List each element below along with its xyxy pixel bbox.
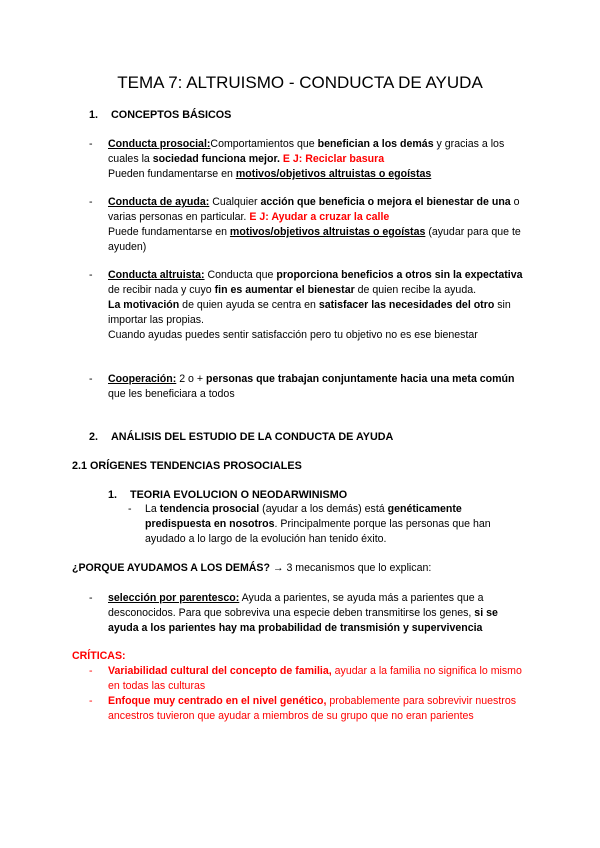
section-1-heading: 1. CONCEPTOS BÁSICOS — [89, 109, 232, 121]
critica-item: Variabilidad cultural del concepto de familia, ayudar a la familia no significa lo mismo en todas las culturas — [108, 665, 522, 692]
list-item-conducta-altruista: Conducta altruista: Conducta que proporciona beneficios a otros sin la expectativa de recibir nada y cuyo fin es aumentar el bienestar de quien recibe la ayuda. La motivación de quien ayuda se centra en satisfacer las necesidades del otro sin importar las propias. Cuando ayudas puedes sentir satisfacción pero tu objetivo no es ese bienestar — [108, 269, 523, 341]
bullet: - — [89, 592, 93, 604]
criticas-heading: CRÍTICAS: — [72, 650, 126, 662]
list-item-seleccion-parentesco: selección por parentesco: Ayuda a parientes, se ayuda más a parientes que a desconocidos. Para que sobreviva una especie deben transmitirse los genes, si se ayuda a los parientes hay ma probabilidad de transmisión y supervivencia — [108, 592, 498, 634]
list-item-conducta-prosocial: Conducta prosocial:Comportamientos que benefician a los demás y gracias a los cuales la sociedad funciona mejor. E J: Reciclar basura Pueden fundamentarse en motivos/objetivos altruistas o egoístas — [108, 138, 505, 180]
theory-heading: 1. TEORIA EVOLUCION O NEODARWINISMO — [108, 489, 348, 501]
bullet: - — [89, 695, 93, 707]
list-item-conducta-de-ayuda: Conducta de ayuda: Cualquier acción que beneficia o mejora el bienestar de una o varias personas en particular. E J: Ayudar a cruzar la calle Puede fundamentarse en motivos/objetivos altruistas o egoístas (ayudar para que te ayuden) — [108, 196, 521, 253]
theory-description: La tendencia prosocial (ayudar a los demás) está genéticamente predispuesta en nosotros. Principalmente porque las personas que han ayudado a lo largo de la evolución han tenido éxito. — [145, 503, 491, 545]
bullet: - — [128, 503, 132, 515]
bullet: - — [89, 373, 93, 385]
subsection-2-1-heading: 2.1 ORÍGENES TENDENCIAS PROSOCIALES — [72, 460, 302, 472]
example-text: E J: Ayudar a cruzar la calle — [246, 211, 390, 223]
bullet: - — [89, 138, 93, 150]
bullet: - — [89, 665, 93, 677]
bullet: - — [89, 196, 93, 208]
example-text: E J: Reciclar basura — [279, 153, 385, 165]
critica-item: Enfoque muy centrado en el nivel genético, probablemente para sobrevivir nuestros ancestros tuvieron que ayudar a miembros de su grupo que no eran parientes — [108, 695, 517, 722]
page-title: TEMA 7: ALTRUISMO - CONDUCTA DE AYUDA — [117, 73, 483, 92]
question-line: ¿PORQUE AYUDAMOS A LOS DEMÁS? → 3 mecanismos que lo explican: — [72, 562, 432, 574]
list-item-cooperacion: Cooperación: 2 o + personas que trabajan conjuntamente hacia una meta común que les beneficiara a todos — [108, 373, 515, 400]
section-2-heading: 2. ANÁLISIS DEL ESTUDIO DE LA CONDUCTA DE AYUDA — [89, 431, 394, 443]
bullet: - — [89, 269, 93, 281]
